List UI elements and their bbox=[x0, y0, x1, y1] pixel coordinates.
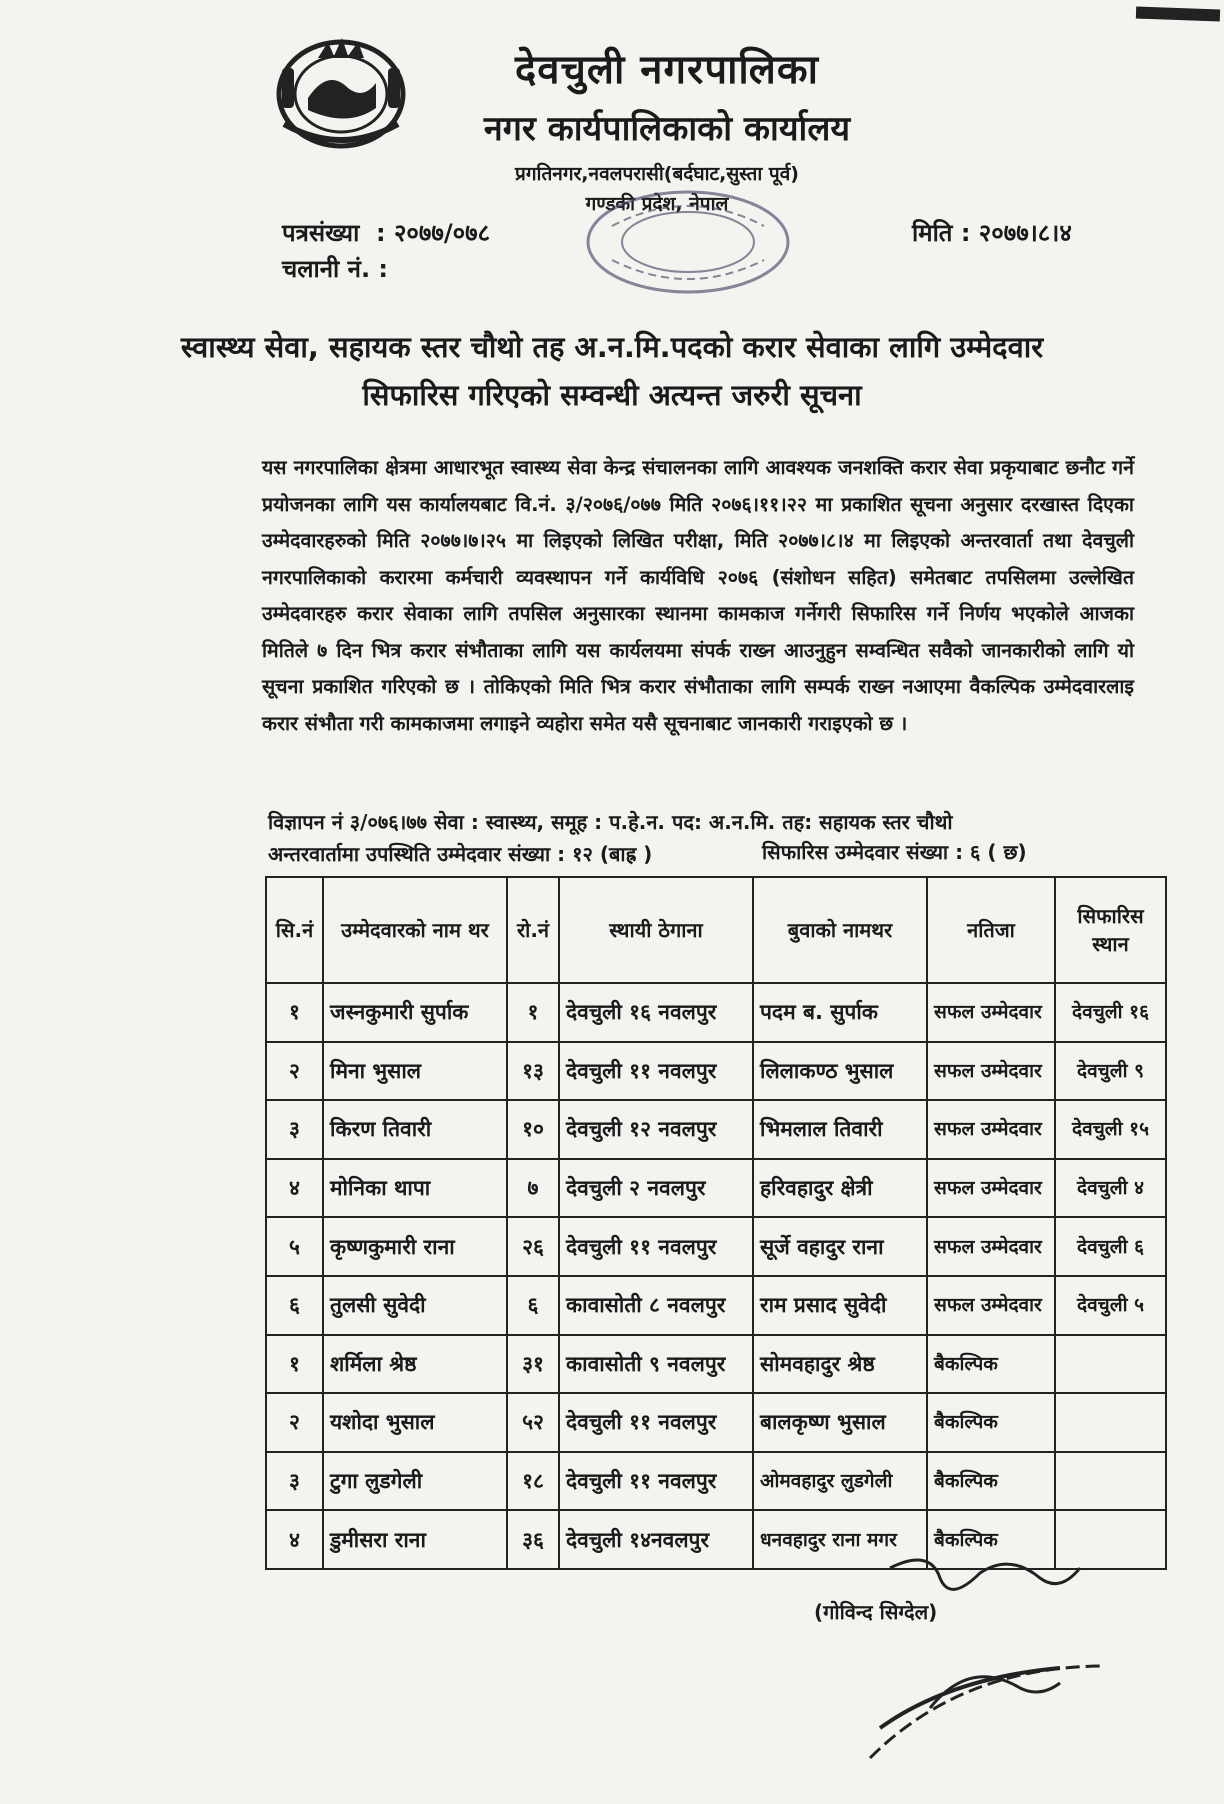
cell-result: सफल उम्मेदवार bbox=[927, 1100, 1055, 1159]
cell-place: देवचुली १५ bbox=[1055, 1100, 1166, 1159]
interview-attendance: अन्तरवार्तामा उपस्थिति उम्मेदवार संख्या : १२ (बाह्र ) bbox=[268, 842, 653, 866]
cell-address: कावासोती ८ नवलपुर bbox=[559, 1276, 753, 1335]
cell-father: ओमवहादुर लुडगेली bbox=[753, 1452, 927, 1511]
cell-father: पदम ब. सुर्पाक bbox=[753, 983, 927, 1042]
header-result: नतिजा bbox=[927, 877, 1055, 983]
table-header-row bbox=[266, 877, 1166, 983]
cell-name: शर्मिला श्रेष्ठ bbox=[323, 1335, 507, 1394]
cell-result: सफल उम्मेदवार bbox=[927, 1276, 1055, 1335]
cell-result: बैकल्पिक bbox=[927, 1510, 1055, 1569]
cell-address: देवचुली ११ नवलपुर bbox=[559, 1393, 753, 1452]
subject-line-2: सिफारिस गरिएको सम्वन्धी अत्यन्त जरुरी सूचना bbox=[362, 378, 862, 412]
cell-place: देवचुली १६ bbox=[1055, 983, 1166, 1042]
cell-serial: ३ bbox=[266, 1100, 323, 1159]
cell-roll: ५२ bbox=[507, 1393, 559, 1452]
letter-number bbox=[282, 216, 490, 249]
cell-result: सफल उम्मेदवार bbox=[927, 1217, 1055, 1276]
table-row bbox=[266, 1393, 1166, 1452]
cell-father: हरिवहादुर क्षेत्री bbox=[753, 1159, 927, 1218]
cell-address: देवचुली १२ नवलपुर bbox=[559, 1100, 753, 1159]
header-permanent-address: स्थायी ठेगाना bbox=[559, 877, 753, 983]
cell-name: टुगा लुडगेली bbox=[323, 1452, 507, 1511]
cell-serial: १ bbox=[266, 1335, 323, 1394]
cell-serial: २ bbox=[266, 1042, 323, 1101]
dispatch-number-label: चलानी नं. : bbox=[282, 255, 389, 283]
cell-father: भिमलाल तिवारी bbox=[753, 1100, 927, 1159]
cell-place: देवचुली ४ bbox=[1055, 1159, 1166, 1218]
advertisement-info: विज्ञापन नं ३/०७६।७७ सेवा : स्वास्थ्य, समूह : प.हे.न. पद: अ.न.मि. तह: सहायक स्तर चौथो bbox=[268, 810, 953, 834]
cell-roll: १० bbox=[507, 1100, 559, 1159]
cell-name: किरण तिवारी bbox=[323, 1100, 507, 1159]
cell-address: देवचुली २ नवलपुर bbox=[559, 1159, 753, 1218]
cell-place: देवचुली ५ bbox=[1055, 1276, 1166, 1335]
cell-father: बालकृष्ण भुसाल bbox=[753, 1393, 927, 1452]
header-father-name: बुवाको नामथर bbox=[753, 877, 927, 983]
cell-serial: ३ bbox=[266, 1452, 323, 1511]
cell-name: मोनिका थापा bbox=[323, 1159, 507, 1218]
cell-father: धनवहादुर राना मगर bbox=[753, 1510, 927, 1569]
table-row bbox=[266, 983, 1166, 1042]
cell-place: देवचुली ६ bbox=[1055, 1217, 1166, 1276]
cell-name: तुलसी सुवेदी bbox=[323, 1276, 507, 1335]
cell-place bbox=[1055, 1393, 1166, 1452]
cell-father: सूर्जे वहादुर राना bbox=[753, 1217, 927, 1276]
cell-father: राम प्रसाद सुवेदी bbox=[753, 1276, 927, 1335]
cell-roll: १ bbox=[507, 983, 559, 1042]
cell-place bbox=[1055, 1335, 1166, 1394]
date-value: : २०७७।८।४ bbox=[960, 219, 1072, 247]
cell-name: डुमीसरा राना bbox=[323, 1510, 507, 1569]
notice-body: यस नगरपालिका क्षेत्रमा आधारभूत स्वास्थ्य सेवा केन्द्र संचालनका लागि आवश्यक जनशक्ति करार सेवा प्रकृयाबाट छनौट गर्ने प्रयोजनका लागि यस कार्यालयबाट वि.नं. ३/२०७६/०७७ मिति २०७६।११।२२ मा प्रकाशित सूचना अनुसार दरखास्त दिएका उम्मेदवारहरुको मिति २०७७।७।२५ मा लिइएको लिखित परीक्षा, मिति २०७७।८।४ मा लिइएको अन्तरवार्ता तथा देवचुली नगरपालिकाको करारमा कर्मचारी व्यवस्थापन गर्ने कार्यविधि २०७६ (संशोधन सहित) समेतबाट तपसिलमा उल्लेखित उम्मेदवारहरु करार सेवाका लागि तपसिल अनुसारका स्थानमा कामकाज गर्नेगरी सिफारिस गर्ने निर्णय भएकोले आजका मितिले ७ दिन भित्र करार संभौताका लागि यस कार्यलयमा संपर्क राख्न आउनुहुन सम्वन्धित सवैको जानकारीको लागि यो सूचना प्रकाशित गरिएको छ । तोकिएको मिति भित्र करार संभौताका लागि सम्पर्क राख्न नआएमा वैकल्पिक उम्मेदवारलाइ करार संभौता गरी कामकाजमा लगाइने व्यहोरा समेत यसै सूचनाबाट जानकारी गराइएको छ । bbox=[262, 456, 1134, 735]
cell-place bbox=[1055, 1452, 1166, 1511]
cell-address: देवचुली १४नवलपुर bbox=[559, 1510, 753, 1569]
office-address: प्रगतिनगर,नवलपरासी(बर्दघाट,सुस्ता पूर्व) bbox=[515, 163, 799, 185]
cell-address: कावासोती ९ नवलपुर bbox=[559, 1335, 753, 1394]
header-serial: सि.नं bbox=[266, 877, 323, 983]
cell-result: सफल उम्मेदवार bbox=[927, 1042, 1055, 1101]
signature-stamp-icon bbox=[810, 1548, 1140, 1788]
cell-name: मिना भुसाल bbox=[323, 1042, 507, 1101]
cell-roll: ६ bbox=[507, 1276, 559, 1335]
org-name: देवचुली नगरपालिका bbox=[514, 47, 819, 93]
cell-roll: ७ bbox=[507, 1159, 559, 1218]
office-stamp-icon bbox=[582, 186, 794, 298]
signatory-name: (गोविन्द सिग्देल) bbox=[814, 1600, 938, 1624]
cell-roll: २६ bbox=[507, 1217, 559, 1276]
province-line: गण्डकी प्रदेश, नेपाल bbox=[585, 193, 729, 215]
office-name: नगर कार्यपालिकाको कार्यालय bbox=[483, 109, 851, 149]
cell-roll: ३१ bbox=[507, 1335, 559, 1394]
cell-address: देवचुली ११ नवलपुर bbox=[559, 1042, 753, 1101]
cell-serial: २ bbox=[266, 1393, 323, 1452]
date-field bbox=[912, 216, 1072, 249]
table-row bbox=[266, 1217, 1166, 1276]
subject-line-1: स्वास्थ्य सेवा, सहायक स्तर चौथो तह अ.न.मि.पदको करार सेवाका लागि उम्मेदवार bbox=[180, 330, 1044, 364]
cell-serial: ४ bbox=[266, 1510, 323, 1569]
cell-roll: १८ bbox=[507, 1452, 559, 1511]
header-recommended-place: सिफारिस स्थान bbox=[1055, 877, 1166, 983]
header-roll-number: रो.नं bbox=[507, 877, 559, 983]
cell-serial: ४ bbox=[266, 1159, 323, 1218]
cell-place: देवचुली ९ bbox=[1055, 1042, 1166, 1101]
cell-result: बैकल्पिक bbox=[927, 1393, 1055, 1452]
cell-result: सफल उम्मेदवार bbox=[927, 983, 1055, 1042]
cell-address: देवचुली १६ नवलपुर bbox=[559, 983, 753, 1042]
table-row bbox=[266, 1452, 1166, 1511]
cell-roll: १३ bbox=[507, 1042, 559, 1101]
cell-father: लिलाकण्ठ भुसाल bbox=[753, 1042, 927, 1101]
candidate-table bbox=[265, 876, 1167, 1570]
table-row bbox=[266, 1100, 1166, 1159]
cell-name: कृष्णकुमारी राना bbox=[323, 1217, 507, 1276]
table-row bbox=[266, 1042, 1166, 1101]
table-row bbox=[266, 1159, 1166, 1218]
cell-serial: ५ bbox=[266, 1217, 323, 1276]
letter-number-label: पत्रसंख्या bbox=[282, 219, 360, 247]
cell-father: सोमवहादुर श्रेष्ठ bbox=[753, 1335, 927, 1394]
letter-number-value: : २०७७/०७८ bbox=[376, 219, 491, 247]
cell-result: बैकल्पिक bbox=[927, 1452, 1055, 1511]
cell-address: देवचुली ११ नवलपुर bbox=[559, 1452, 753, 1511]
recommended-count: सिफारिस उम्मेदवार संख्या : ६ ( छ) bbox=[762, 840, 1027, 864]
header-candidate-name: उम्मेदवारको नाम थर bbox=[323, 877, 507, 983]
cell-serial: ६ bbox=[266, 1276, 323, 1335]
cell-serial: १ bbox=[266, 983, 323, 1042]
cell-roll: ३६ bbox=[507, 1510, 559, 1569]
cell-address: देवचुली ११ नवलपुर bbox=[559, 1217, 753, 1276]
cell-result: बैकल्पिक bbox=[927, 1335, 1055, 1394]
date-label: मिति bbox=[912, 219, 953, 247]
cell-name: यशोदा भुसाल bbox=[323, 1393, 507, 1452]
cell-result: सफल उम्मेदवार bbox=[927, 1159, 1055, 1218]
table-row bbox=[266, 1335, 1166, 1394]
cell-name: जस्नकुमारी सुर्पाक bbox=[323, 983, 507, 1042]
corner-mark bbox=[1136, 7, 1220, 22]
table-row bbox=[266, 1276, 1166, 1335]
